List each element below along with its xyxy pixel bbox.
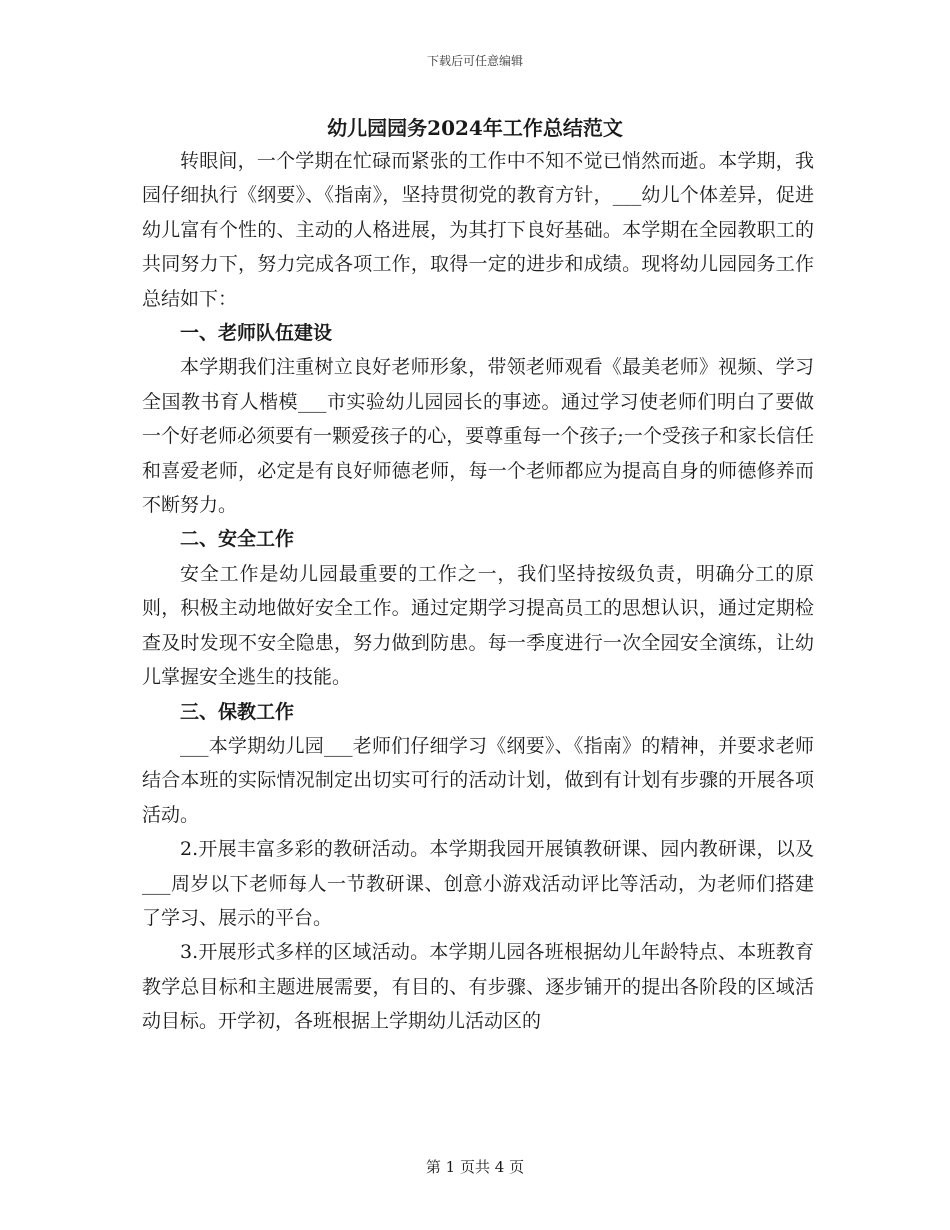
education-paragraph-2: 2.开展丰富多彩的教研活动。本学期我园开展镇教研课、园内教研课，以及___周岁以下老师每人一节教研课、创意小游戏活动评比等活动，为老师们搭建了学习、展示的平台。 — [142, 838, 814, 929]
section-heading-safety: 二、安全工作 — [180, 528, 295, 551]
intro-paragraph: 转眼间，一个学期在忙碌而紧张的工作中不知不觉已悄然而逝。本学期，我园仔细执行《纲要》、《指南》，坚持贯彻党的教育方针，___幼儿个体差异，促进幼儿富有个性的、主动的人格进展，为其打下良好基础。本学期在全园教职工的共同努力下，努力完成各项工作，取得一定的进步和成绩。现将幼儿园园务工作总结如下： — [142, 150, 814, 310]
teachers-paragraph: 本学期我们注重树立良好老师形象，带领老师观看《最美老师》视频、学习全国教书育人楷模___市实验幼儿园园长的事迹。通过学习使老师们明白了要做一个好老师必须要有一颗爱孩子的心，要尊重每一个孩子;一个受孩子和家长信任和喜爱老师，必定是有良好师德老师，每一个老师都应为提高自身的师德修养而不断努力。 — [142, 356, 814, 517]
section-heading-education: 三、保教工作 — [180, 700, 295, 723]
document-body — [142, 144, 814, 1039]
education-paragraph-3: 3.开展形式多样的区域活动。本学期儿园各班根据幼儿年龄特点、本班教育教学总目标和主题进展需要，有目的、有步骤、逐步铺开的提出各阶段的区域活动目标。开学初，各班根据上学期幼儿活动区的 — [142, 941, 814, 1033]
header-note: 下载后可任意编辑 — [426, 54, 523, 68]
document-title: 幼儿园园务2024年工作总结范文 — [327, 116, 623, 140]
page-footer: 第 1 页共 4 页 — [425, 1158, 525, 1176]
section-heading-teachers: 一、老师队伍建设 — [180, 322, 333, 345]
education-paragraph-1: ___本学期幼儿园___老师们仔细学习《纲要》、《指南》的精神，并要求老师结合本班的实际情况制定出切实可行的活动计划，做到有计划有步骤的开展各项活动。 — [142, 734, 814, 826]
safety-paragraph: 安全工作是幼儿园最重要的工作之一，我们坚持按级负责，明确分工的原则，积极主动地做好安全工作。通过定期学习提高员工的思想认识，通过定期检查及时发现不安全隐患，努力做到防患。每一季度进行一次全园安全演练，让幼儿掌握安全逃生的技能。 — [142, 562, 814, 689]
